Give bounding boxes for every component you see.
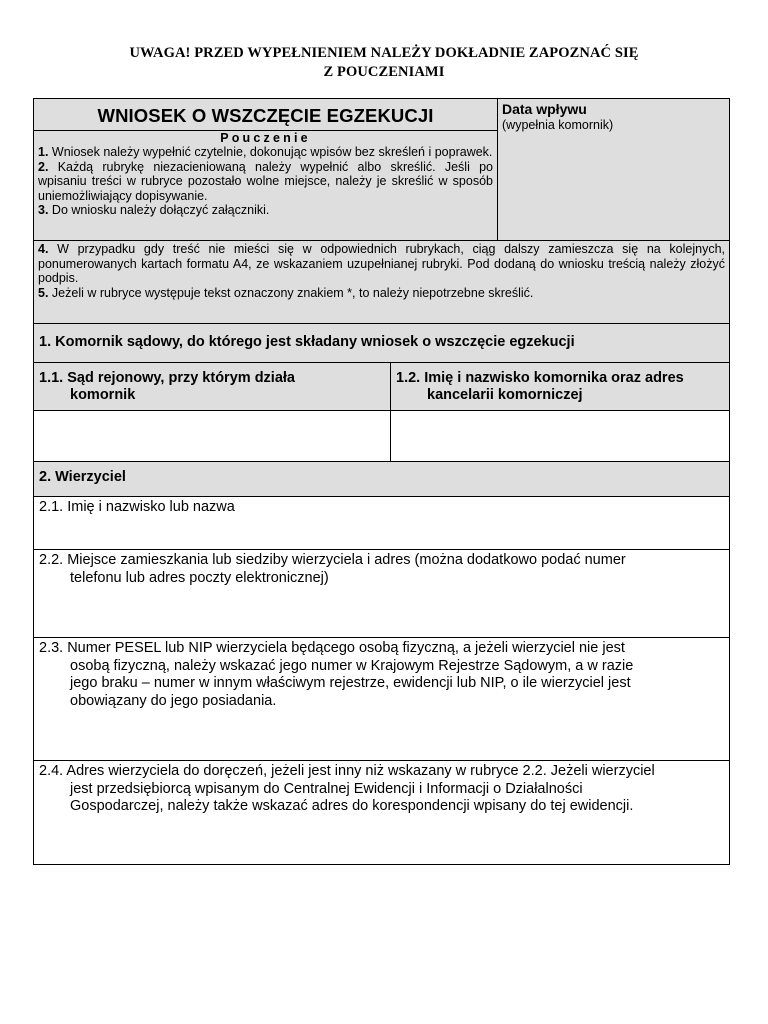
- instruction-item-5: 5. Jeżeli w rubryce występuje tekst oznaczony znakiem *, to należy niepotrzebne skreślić.: [38, 285, 534, 300]
- field-1-2-label: 1.2. Imię i nazwisko komornika oraz adres kancelarii komorniczej: [391, 363, 729, 411]
- field-2-1[interactable]: [34, 497, 729, 550]
- field-2-2[interactable]: 2.2. Miejsce zamieszkania lub siedziby wierzyciela i adres (można dodatkowo podać numer telefonu lub adres poczty elektronicznej): [34, 550, 729, 638]
- instruction-item-1: 1. Wniosek należy wypełnić czytelnie, dokonując wpisów bez skreśleń i poprawek.: [38, 145, 493, 159]
- field-2-4[interactable]: 2.4. Adres wierzyciela do doręczeń, jeżeli jest inny niż wskazany w rubryce 2.2. Jeżeli wierzyciel jest przedsiębiorcą wpisanym do Centralnej Ewidencji i Informacji o Działalności Gospodarczej, należy także wskazać adres do korespondencji wpisany do tej ewidencji.: [39, 763, 655, 814]
- section-1-heading: 1. Komornik sądowy, do którego jest składany wniosek o wszczęcie egzekucji: [34, 324, 729, 363]
- instructions-lower: [34, 240, 729, 324]
- warning-notice: [0, 44, 768, 82]
- field-1-2-input[interactable]: [391, 411, 729, 462]
- date-received-label: Data wpływu: [502, 101, 587, 117]
- instruction-item-4: 4. W przypadku gdy treść nie mieści się w odpowiednich rubrykach, ciąg dalszy zamieszcza się na kolejnych, ponumerowanych kartach formatu A4, ze wskazaniem uzupełnianej rubryki. Pod dodaną do wniosku treścią należy złożyć podpis.: [38, 242, 725, 286]
- warning-line-1: UWAGA! PRZED WYPEŁNIENIEM NALEŻY DOKŁADNIE ZAPOZNAĆ SIĘ: [129, 45, 639, 61]
- instruction-item-3: 3. Do wniosku należy dołączyć załączniki.: [38, 203, 270, 218]
- section-2-heading: 2. Wierzyciel: [34, 462, 729, 497]
- field-1-1-label: 1.1. Sąd rejonowy, przy którym działa komornik: [34, 363, 391, 411]
- warning-line-2: Z POUCZENIAMI: [323, 64, 445, 80]
- instructions-heading: Pouczenie: [220, 131, 311, 145]
- enforcement-application-form: [33, 98, 730, 865]
- date-received-note: (wypełnia komornik): [502, 118, 614, 132]
- form-title: WNIOSEK O WSZCZĘCIE EGZEKUCJI: [34, 99, 498, 131]
- instructions-upper: [34, 131, 498, 241]
- field-1-1-input[interactable]: [34, 411, 391, 462]
- field-2-3[interactable]: 2.3. Numer PESEL lub NIP wierzyciela będącego osobą fizyczną, a jeżeli wierzyciel nie jest osobą fizyczną, należy wskazać jego numer w Krajowym Rejestrze Sądowym, a w razie jego braku – numer w innym właściwym rejestrze, ewidencji lub NIP, o ile wierzyciel jest obowiązany do jego posiadania.: [34, 638, 729, 761]
- date-received-box: [498, 99, 729, 241]
- instruction-item-2: 2. Każdą rubrykę niezacieniowaną należy wypełnić albo skreślić. Jeśli po wpisaniu treści w rubryce pozostało wolne miejsce, należy je skreślić w sposób uniemożliwiający dopisywanie.: [38, 159, 493, 203]
- field-2-1-label: 2.1. Imię i nazwisko lub nazwa: [39, 499, 235, 515]
